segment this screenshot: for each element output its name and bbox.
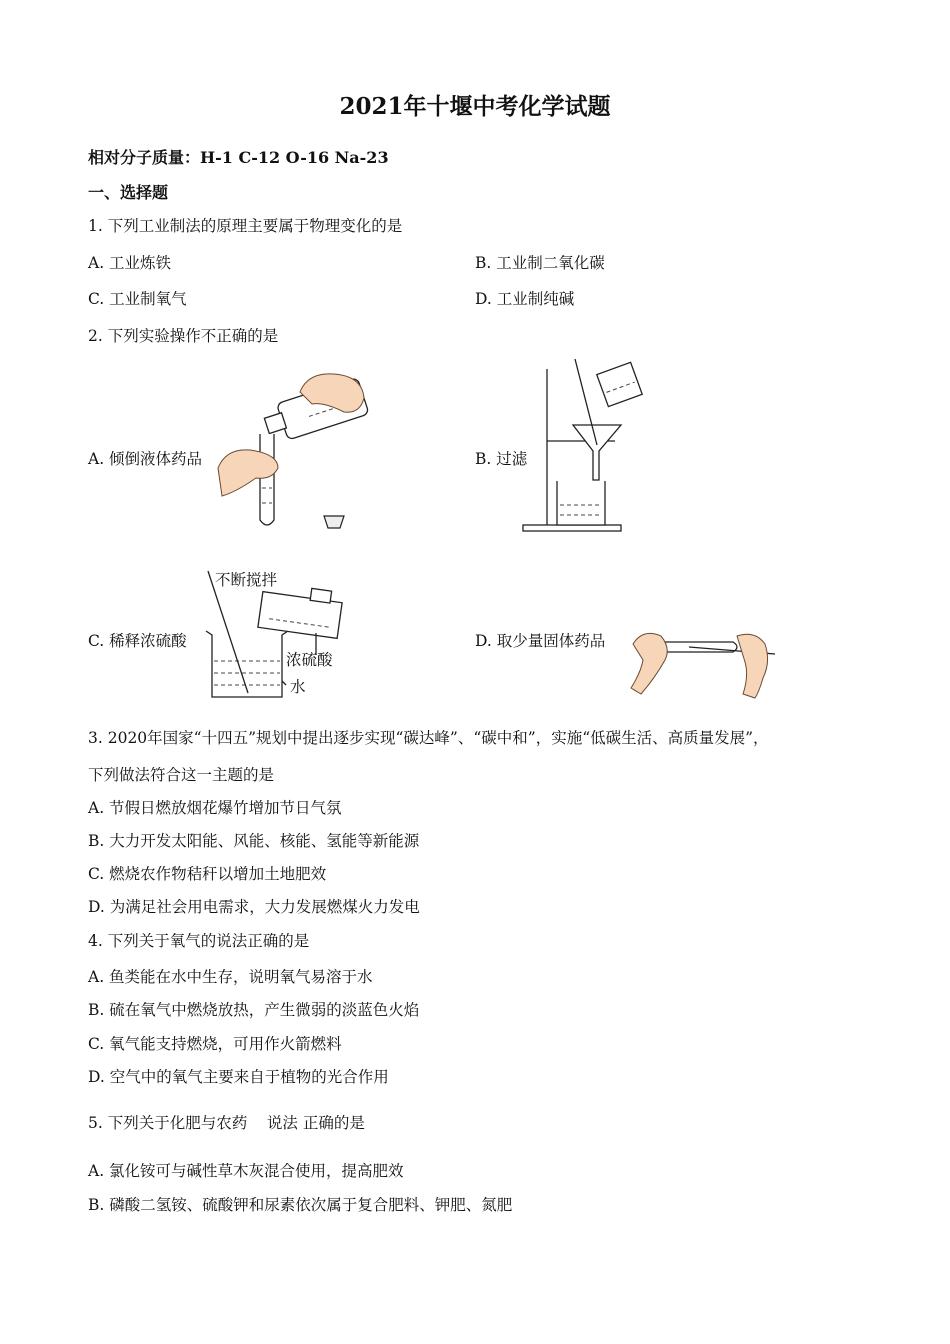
question-3-stem-line1: 3. 2020年国家“十四五”规划中提出逐步实现“碳达峰”、“碳中和”，实施“低碳生活、高质量发展”， (88, 729, 769, 747)
question-3-stem-line2: 下列做法符合这一主题的是 (88, 766, 275, 784)
q3-option-b: B. 大力开发太阳能、风能、核能、氢能等新能源 (88, 832, 420, 850)
q3-option-c: C. 燃烧农作物秸秆以增加土地肥效 (88, 865, 327, 883)
q4-option-a: A. 鱼类能在水中生存，说明氧气易溶于水 (88, 968, 373, 986)
q2-option-c: C. 稀释浓硫酸 (88, 632, 187, 650)
atomic-mass-line: 相对分子质量：H-1 C-12 O-16 Na-23 (88, 148, 389, 167)
q4-option-b: B. 硫在氧气中燃烧放热，产生微弱的淡蓝色火焰 (88, 1001, 420, 1019)
figure-c-label-water: 水 (290, 678, 306, 696)
filtration-figure (505, 355, 645, 535)
q2-option-d: D. 取少量固体药品 (475, 632, 606, 650)
q5-option-b: B. 磷酸二氢铵、硫酸钾和尿素依次属于复合肥料、钾肥、氮肥 (88, 1196, 513, 1214)
q4-option-c: C. 氧气能支持燃烧，可用作火箭燃料 (88, 1035, 342, 1053)
q2-option-a: A. 倾倒液体药品 (88, 450, 203, 468)
figure-c-label-stir: 不断搅拌 (215, 571, 278, 589)
q2-option-b: B. 过滤 (475, 450, 528, 468)
page-title: 2021年十堰中考化学试题 (339, 93, 611, 120)
q5-option-a: A. 氯化铵可与碱性草木灰混合使用，提高肥效 (88, 1162, 404, 1180)
q1-option-a: A. 工业炼铁 (88, 254, 172, 272)
question-2-stem: 2. 下列实验操作不正确的是 (88, 327, 279, 345)
q1-option-b: B. 工业制二氧化碳 (475, 254, 605, 272)
q3-option-a: A. 节假日燃放烟花爆竹增加节日气氛 (88, 799, 342, 817)
q4-option-d: D. 空气中的氧气主要来自于植物的光合作用 (88, 1068, 389, 1086)
figure-c-label-acid: 浓硫酸 (286, 651, 333, 669)
section-heading: 一、选择题 (88, 183, 169, 202)
question-4-stem: 4. 下列关于氧气的说法正确的是 (88, 932, 310, 950)
solid-reagent-figure (625, 622, 780, 702)
pouring-liquid-figure (212, 368, 377, 533)
q1-option-d: D. 工业制纯碱 (475, 290, 575, 308)
q3-option-d: D. 为满足社会用电需求，大力发展燃煤火力发电 (88, 898, 420, 916)
question-1-stem: 1. 下列工业制法的原理主要属于物理变化的是 (88, 217, 403, 235)
q1-option-c: C. 工业制氧气 (88, 290, 187, 308)
question-5-stem: 5. 下列关于化肥与农药 说法 正确的是 (88, 1114, 365, 1132)
